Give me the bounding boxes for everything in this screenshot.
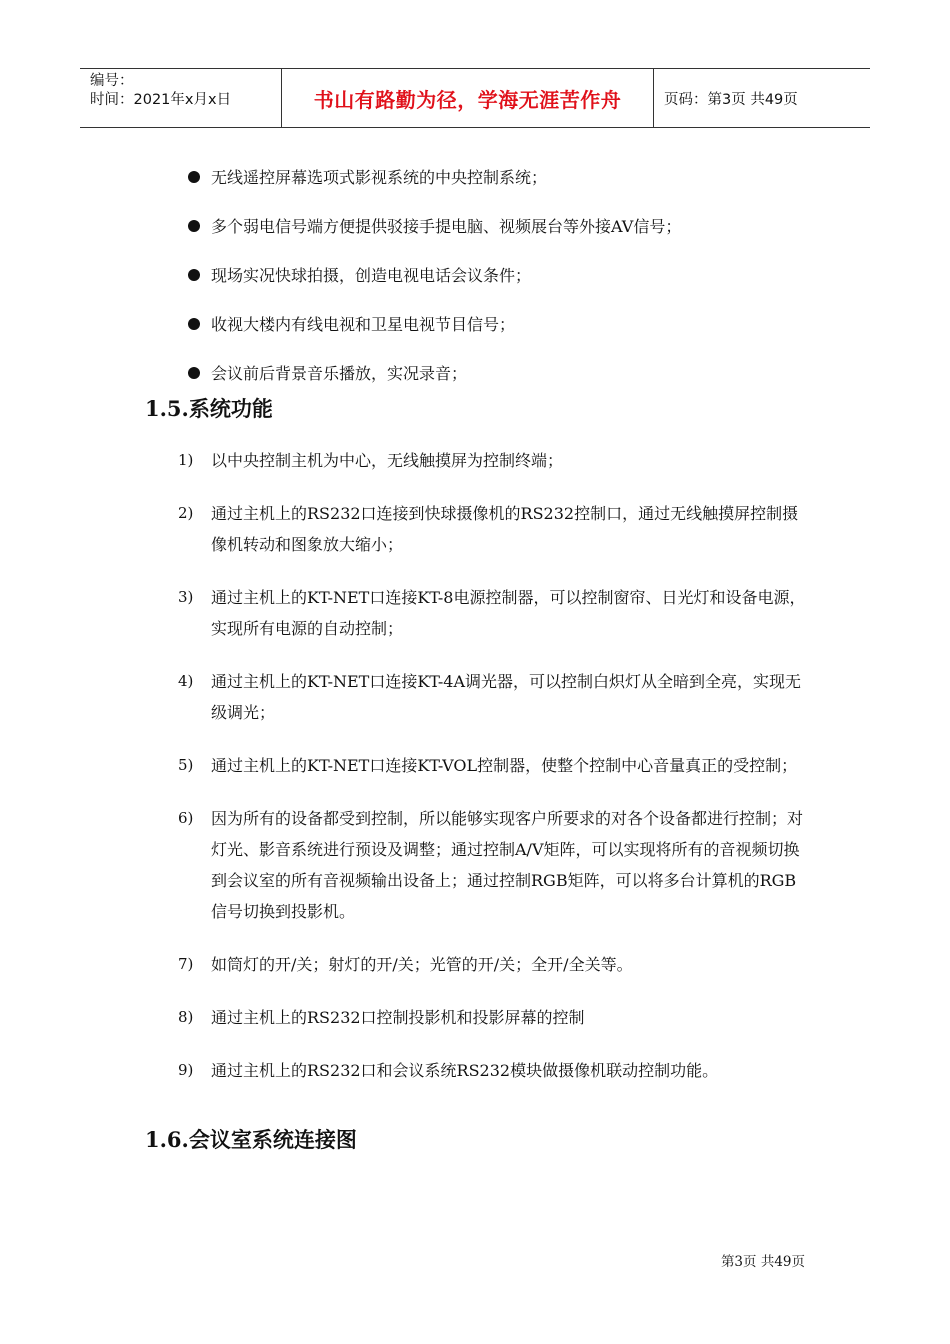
list-marker: 8)	[178, 1008, 194, 1026]
list-item	[178, 949, 818, 980]
list-marker: 5)	[178, 756, 194, 774]
page-footer: 第3页 共49页	[720, 1254, 805, 1270]
bullet-item	[188, 348, 681, 397]
list-item	[178, 582, 818, 644]
list-text: 如筒灯的开/关；射灯的开/关；光管的开/关；全开/全关等。	[211, 955, 633, 974]
feature-bullet-list	[188, 152, 681, 397]
list-marker: 3)	[178, 588, 194, 606]
list-text: 通过主机上的KT-NET口连接KT-VOL控制器，使整个控制中心音量真正的受控制；	[211, 756, 798, 775]
list-item	[178, 1002, 818, 1033]
list-item	[178, 1055, 818, 1086]
list-text: 以中央控制主机为中心，无线触摸屏为控制终端；	[211, 451, 564, 470]
list-text: 通过主机上的RS232口和会议系统RS232模块做摄像机联动控制功能。	[211, 1061, 719, 1080]
bullet-dot-icon	[188, 269, 200, 281]
bullet-dot-icon	[188, 220, 200, 232]
list-item	[178, 445, 818, 476]
list-text: 因为所有的设备都受到控制，所以能够实现客户所要求的对各个设备都进行控制；对灯光、影音系统进行预设及调整；通过控制A/V矩阵，可以实现将所有的音视频切换到会议室的所有音视频输出设备上；通过控制RGB矩阵，可以将多台计算机的RGB信号切换到投影机。	[211, 809, 804, 921]
bullet-item	[188, 250, 681, 299]
header-motto: 书山有路勤为径，学海无涯苦作舟	[282, 69, 654, 127]
header-page-label: 页码：第3页 共49页	[664, 91, 798, 108]
list-item	[178, 498, 818, 560]
number-label: 编号：	[90, 73, 134, 89]
section-heading-system-functions: 1.5.系统功能	[145, 396, 273, 421]
list-marker: 2)	[178, 504, 194, 522]
list-item	[178, 750, 818, 781]
list-item	[178, 803, 818, 927]
bullet-dot-icon	[188, 367, 200, 379]
list-item	[178, 666, 818, 728]
list-text: 通过主机上的KT-NET口连接KT-8电源控制器，可以控制窗帘、日光灯和设备电源，实现所有电源的自动控制；	[211, 588, 806, 638]
bullet-item	[188, 299, 681, 348]
bullet-text: 无线遥控屏幕选项式影视系统的中央控制系统；	[211, 168, 548, 187]
section-heading-connection-diagram: 1.6.会议室系统连接图	[145, 1127, 357, 1152]
list-marker: 1)	[178, 451, 194, 469]
bullet-item	[188, 201, 681, 250]
bullet-item	[188, 152, 681, 201]
list-text: 通过主机上的RS232口控制投影机和投影屏幕的控制	[211, 1008, 585, 1027]
function-list	[178, 445, 818, 1108]
page-header	[80, 68, 870, 128]
list-marker: 7)	[178, 955, 194, 973]
bullet-text: 会议前后背景音乐播放，实况录音；	[211, 364, 468, 383]
list-text: 通过主机上的RS232口连接到快球摄像机的RS232控制口，通过无线触摸屏控制摄像机转动和图象放大缩小；	[211, 504, 799, 554]
list-marker: 6)	[178, 809, 194, 827]
bullet-dot-icon	[188, 318, 200, 330]
bullet-text: 现场实况快球拍摄，创造电视电话会议条件；	[211, 266, 532, 285]
header-meta	[80, 69, 282, 127]
list-marker: 9)	[178, 1061, 194, 1079]
list-text: 通过主机上的KT-NET口连接KT-4A调光器，可以控制白炽灯从全暗到全亮，实现无级调光；	[211, 672, 802, 722]
time-label: 时间：2021年x月x日	[90, 92, 232, 108]
bullet-dot-icon	[188, 171, 200, 183]
bullet-text: 多个弱电信号端方便提供驳接手提电脑、视频展台等外接AV信号；	[211, 217, 682, 236]
bullet-text: 收视大楼内有线电视和卫星电视节目信号；	[211, 315, 516, 334]
list-marker: 4)	[178, 672, 194, 690]
